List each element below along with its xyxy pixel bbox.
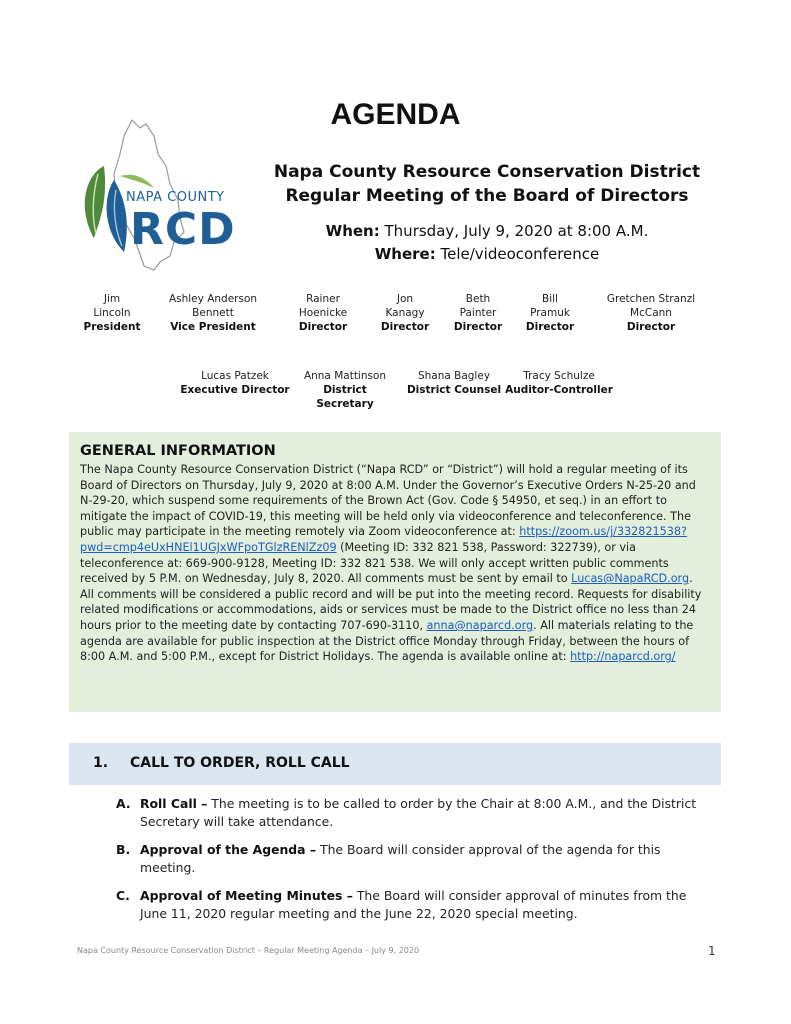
info-paragraph-part: . All comments will be considered a public record and will be put into the meeting record. Requests for disability related modifications or accommodations, aids or services must be made to the District office no less than 24 hours prior to the meeting date by contacting 707-690-3110,	[80, 572, 702, 632]
staff-member	[294, 369, 396, 411]
zoom-link[interactable]: https://zoom.us/j/332821538?pwd=cmp4eUxHNEl1UGJxWFpoTGlzRENlZz09	[80, 525, 687, 554]
board-member	[516, 292, 584, 334]
board-member	[598, 292, 704, 334]
page-title: AGENDA	[330, 98, 461, 131]
section-1-items	[116, 795, 716, 933]
item-text: The Board will consider approval of the agenda for this meeting.	[140, 842, 661, 875]
member-first-line: Bill	[542, 293, 558, 305]
member-first-line: Rainer	[306, 293, 340, 305]
item-title: Approval of Meeting Minutes –	[140, 888, 353, 903]
board-member	[66, 292, 158, 334]
staff-member	[504, 369, 614, 397]
item-letter: C.	[116, 888, 130, 903]
member-second-line: Lincoln	[93, 307, 131, 319]
general-information-heading: GENERAL INFORMATION	[80, 443, 276, 459]
member-second-line: Kanagy	[385, 307, 425, 319]
rcd-logo	[74, 114, 250, 274]
board-members	[60, 292, 740, 342]
staff-name: Tracy Schulze	[523, 370, 595, 382]
board-member	[286, 292, 360, 334]
meeting-name: Regular Meeting of the Board of Directors	[285, 186, 689, 206]
lucas-email-link[interactable]: Lucas@NapaRCD.org	[571, 572, 690, 586]
when-line	[262, 220, 712, 243]
info-paragraph-part: (Meeting ID: 332 821 538, Password: 322739), or via teleconference at: 669-900-9128, Meeting ID: 332 821 538. We will only accept written public comments received by 5 P.M. on Wednesday, July 8, 2020. All comments must be sent by email to	[80, 540, 669, 586]
staff-name: Lucas Patzek	[201, 370, 269, 382]
general-information-box	[69, 432, 721, 712]
when-where	[262, 220, 712, 266]
section-number: 1.	[93, 755, 109, 771]
staff-role: Executive Director	[180, 384, 290, 396]
item-text: The meeting is to be called to order by the Chair at 8:00 A.M., and the District Secretary will take attendance.	[140, 796, 697, 829]
member-second-line: McCann	[630, 307, 672, 319]
anna-email-link[interactable]: anna@naparcd.org	[426, 618, 534, 632]
general-information-text	[80, 462, 710, 665]
section-title: CALL TO ORDER, ROLL CALL	[130, 755, 350, 771]
logo-top-text: NAPA COUNTY	[126, 190, 225, 205]
blue-leaf-icon	[107, 180, 127, 252]
section-1-header	[69, 743, 721, 785]
page-number: 1	[708, 944, 716, 958]
member-first-line: Jim	[103, 293, 121, 305]
where-value: Tele/videoconference	[440, 245, 600, 263]
board-member	[442, 292, 514, 334]
board-member	[158, 292, 268, 334]
member-first-line: Jon	[396, 293, 414, 305]
staff-name: Shana Bagley	[417, 370, 491, 382]
member-role: Director	[453, 321, 503, 333]
member-second-line: Pramuk	[530, 307, 570, 319]
member-role: Director	[298, 321, 348, 333]
item-text: The Board will consider approval of minutes from the June 11, 2020 regular meeting and the June 22, 2020 special meeting.	[140, 888, 687, 921]
swoosh-icon	[120, 175, 154, 188]
staff-member	[178, 369, 292, 397]
item-title: Approval of the Agenda –	[140, 842, 317, 857]
where-label: Where:	[374, 245, 436, 263]
agenda-item	[116, 887, 716, 923]
member-role: Director	[525, 321, 575, 333]
agenda-item	[116, 795, 716, 831]
member-first-line: Ashley Anderson	[168, 293, 258, 305]
item-title: Roll Call –	[140, 796, 208, 811]
page-footer: Napa County Resource Conservation District – Regular Meeting Agenda – July 9, 2020	[77, 946, 420, 955]
member-role: Vice President	[170, 321, 256, 333]
board-member	[370, 292, 440, 334]
staff-role: District Secretary	[316, 384, 374, 410]
naparcd-site-link[interactable]: http://naparcd.org/	[570, 650, 676, 664]
member-second-line: Painter	[459, 307, 497, 319]
staff-member	[404, 369, 504, 397]
item-letter: A.	[116, 796, 131, 811]
member-role: Director	[626, 321, 676, 333]
info-paragraph-part: The Napa County Resource Conservation District (“Napa RCD” or “District”) will hold a regular meeting of its Board of Directors on Thursday, July 9, 2020 at 8:00 A.M. Under the Governor’s Executive Orders N-25-20 and N-29-20, which suspend some requirements of the Brown Act (Gov. Code § 54950, et seq.) in an effort to mitigate the impact of COVID-19, this meeting will be held only via videoconference and teleconference. The public may participate in the meeting remotely via Zoom videoconference at:	[80, 463, 696, 539]
member-role: Director	[380, 321, 430, 333]
org-name: Napa County Resource Conservation District	[273, 162, 701, 182]
info-paragraph-part: . All materials relating to the agenda are available for public inspection at the District office Monday through Friday, between the hours of 8:00 A.M. and 5:00 P.M., except for District Holidays. The agenda is available online at:	[80, 618, 694, 664]
when-label: When:	[325, 222, 380, 240]
logo-main-text: RCD	[130, 204, 236, 255]
agenda-item	[116, 841, 716, 877]
staff-role: District Counsel	[406, 384, 502, 396]
member-role: President	[83, 321, 141, 333]
where-line	[262, 243, 712, 266]
member-second-line: Hoenicke	[298, 307, 348, 319]
member-first-line: Beth	[465, 293, 491, 305]
member-first-line: Gretchen Stranzl	[606, 293, 696, 305]
staff-name: Anna Mattinson	[303, 370, 387, 382]
org-block	[262, 160, 712, 208]
when-value: Thursday, July 9, 2020 at 8:00 A.M.	[384, 222, 649, 240]
member-second-line: Bennett	[192, 307, 234, 319]
item-letter: B.	[116, 842, 131, 857]
staff-role: Auditor-Controller	[505, 384, 613, 396]
staff-members	[170, 369, 630, 410]
